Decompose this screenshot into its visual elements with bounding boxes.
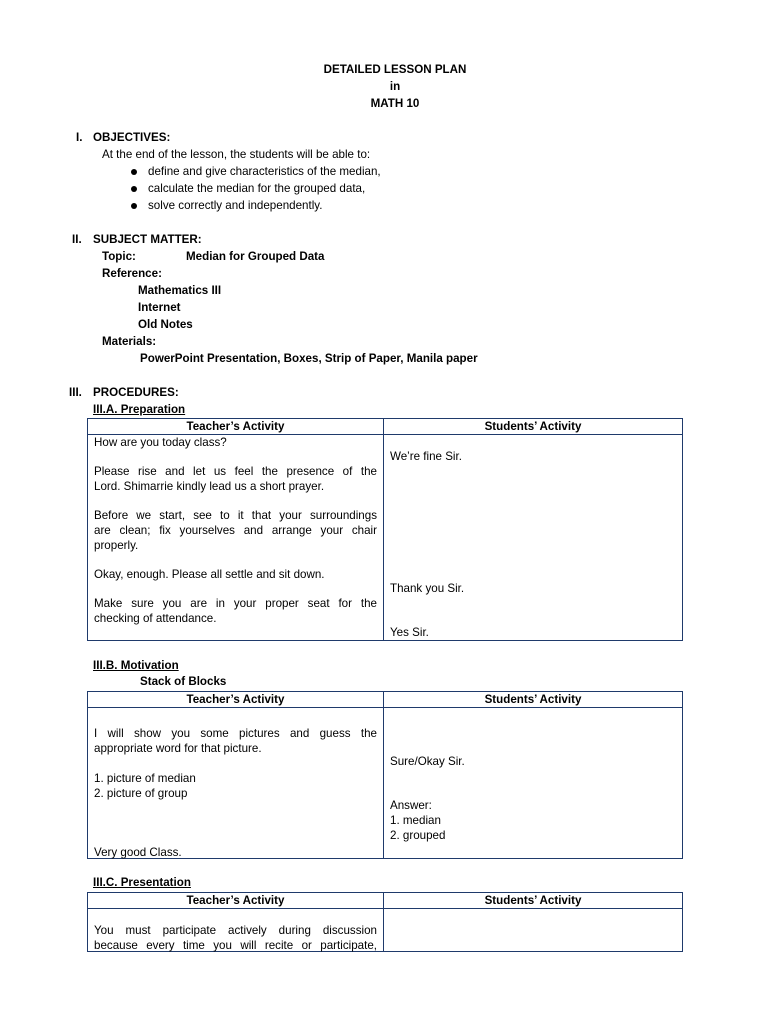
student-line: 1. median <box>390 814 441 827</box>
motivation-subtitle: Stack of Blocks <box>140 675 227 688</box>
teacher-line: You must participate actively during discussion <box>94 924 377 937</box>
objective-item: solve correctly and independently. <box>148 199 323 212</box>
teacher-line: Lord. Shimarrie kindly lead us a short prayer. <box>94 480 325 493</box>
teacher-line: properly. <box>94 539 139 552</box>
reference-item: Old Notes <box>138 318 193 331</box>
students-activity-cell <box>384 909 682 951</box>
teacher-line: Make sure you are in your proper seat for the <box>94 597 377 610</box>
student-line: Answer: <box>390 799 432 812</box>
doc-title: DETAILED LESSON PLAN <box>323 63 467 76</box>
materials-label: Materials: <box>102 335 157 348</box>
presentation-heading: III.C. Presentation <box>93 876 191 889</box>
objective-item: define and give characteristics of the median, <box>148 165 381 178</box>
reference-item: Mathematics III <box>138 284 222 297</box>
bullet-icon <box>131 186 137 192</box>
topic-label: Topic: <box>102 250 136 263</box>
objectives-intro: At the end of the lesson, the students will be able to: <box>102 148 371 161</box>
motivation-heading: III.B. Motivation <box>93 659 179 672</box>
teacher-line: 2. picture of group <box>94 787 188 800</box>
procedures-numeral: III. <box>69 386 82 399</box>
subject-numeral: II. <box>72 233 82 246</box>
procedures-heading: PROCEDURES: <box>93 386 179 399</box>
student-line: Sure/Okay Sir. <box>390 755 465 768</box>
student-line: Yes Sir. <box>390 626 429 639</box>
motivation-table <box>87 691 683 859</box>
teacher-line: I will show you some pictures and guess the <box>94 727 377 740</box>
topic-value: Median for Grouped Data <box>186 250 325 263</box>
teacher-line: appropriate word for that picture. <box>94 742 262 755</box>
teacher-line: Please rise and let us feel the presence of the <box>94 465 377 478</box>
preparation-table <box>87 418 683 641</box>
reference-label: Reference: <box>102 267 162 280</box>
subject-heading: SUBJECT MATTER: <box>93 233 202 246</box>
teacher-line: checking of attendance. <box>94 612 217 625</box>
teacher-line: How are you today class? <box>94 436 227 449</box>
teacher-line: Very good Class. <box>94 846 182 859</box>
teacher-line: 1. picture of median <box>94 772 196 785</box>
teacher-line: are clean; fix yourselves and arrange your chair <box>94 524 377 537</box>
student-line: Thank you Sir. <box>390 582 465 595</box>
teacher-line: Okay, enough. Please all settle and sit down. <box>94 568 325 581</box>
bullet-icon <box>131 203 137 209</box>
teacher-line: because every time you will recite or participate, <box>94 939 377 952</box>
reference-item: Internet <box>138 301 181 314</box>
doc-subject: MATH 10 <box>370 97 420 110</box>
teacher-activity-header: Teacher’s Activity <box>88 692 384 708</box>
student-line: We’re fine Sir. <box>390 450 462 463</box>
objectives-numeral: I. <box>76 131 83 144</box>
teacher-activity-cell <box>88 909 383 951</box>
students-activity-header: Students’ Activity <box>384 419 683 435</box>
teacher-activity-header: Teacher’s Activity <box>88 893 384 909</box>
students-activity-cell <box>384 435 682 640</box>
student-line: 2. grouped <box>390 829 446 842</box>
objective-item: calculate the median for the grouped data, <box>148 182 366 195</box>
objectives-heading: OBJECTIVES: <box>93 131 171 144</box>
preparation-heading: III.A. Preparation <box>93 403 186 416</box>
materials-value: PowerPoint Presentation, Boxes, Strip of Paper, Manila paper <box>140 352 478 365</box>
doc-title-in: in <box>389 80 401 93</box>
students-activity-header: Students’ Activity <box>384 692 683 708</box>
teacher-activity-cell <box>88 435 383 640</box>
students-activity-header: Students’ Activity <box>384 893 683 909</box>
teacher-activity-header: Teacher’s Activity <box>88 419 384 435</box>
bullet-icon <box>131 169 137 175</box>
teacher-activity-cell <box>88 708 383 858</box>
teacher-line: Before we start, see to it that your surroundings <box>94 509 377 522</box>
presentation-table <box>87 892 683 952</box>
students-activity-cell <box>384 708 682 858</box>
